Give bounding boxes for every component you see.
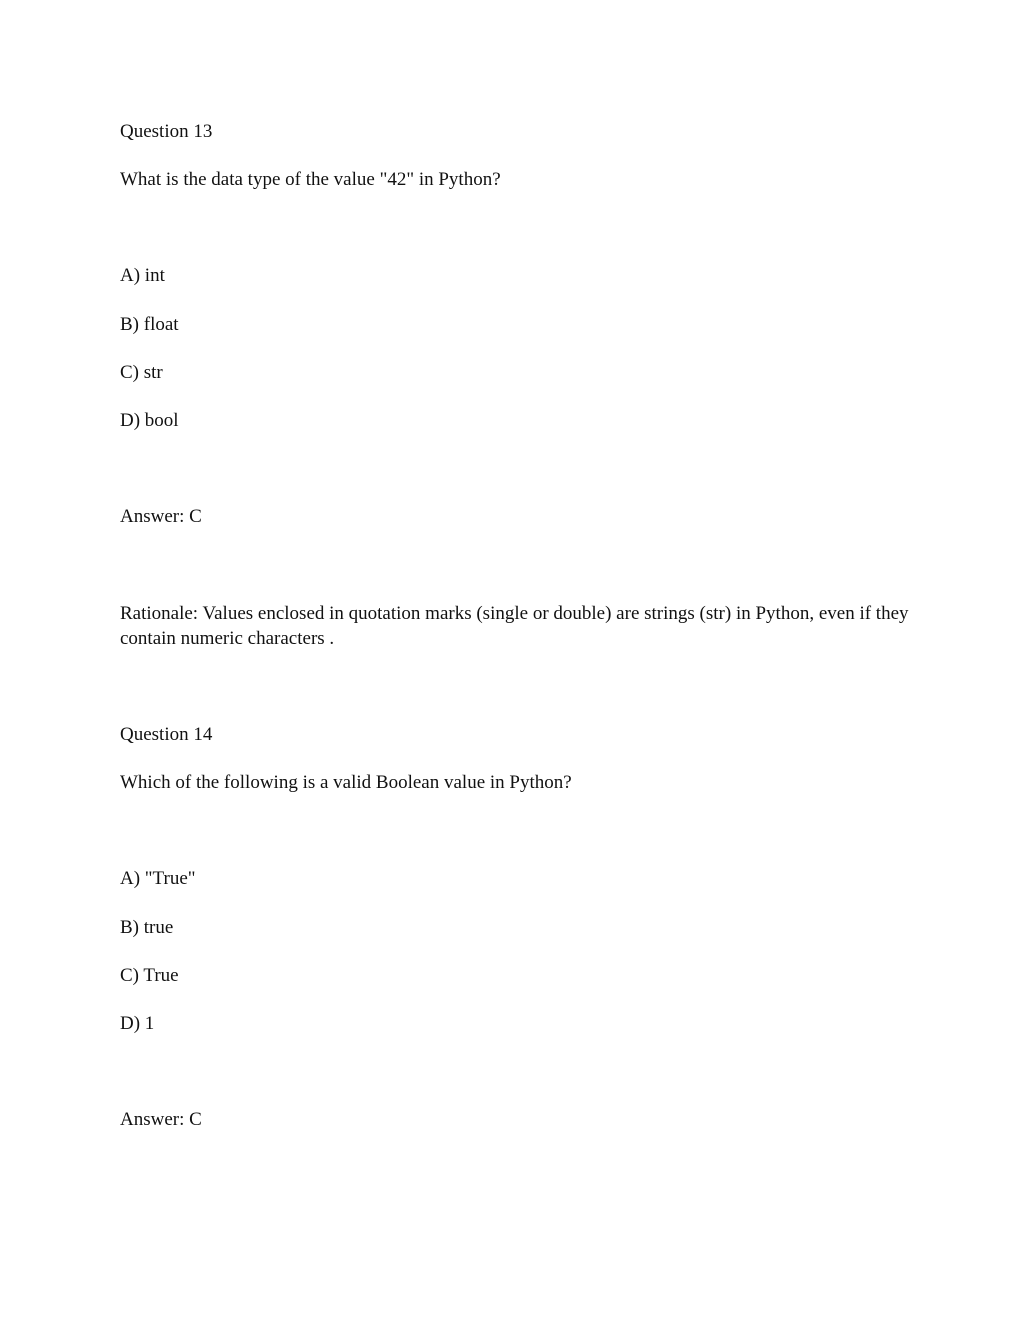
question-heading: Question 14 <box>120 724 213 745</box>
answer-option: B) true <box>120 917 174 938</box>
question-prompt: What is the data type of the value "42" in Python? <box>120 169 501 190</box>
question-heading: Question 13 <box>120 121 213 142</box>
answer-option: B) float <box>120 314 179 335</box>
answer-key: Answer: C <box>120 1109 202 1130</box>
answer-option: A) int <box>120 265 165 286</box>
rationale-text: Rationale: Values enclosed in quotation marks (single or double) are strings (str) in Python, even if they contain numeric characters . <box>120 603 909 649</box>
answer-option: C) str <box>120 362 163 383</box>
answer-option: D) bool <box>120 410 179 431</box>
question-prompt: Which of the following is a valid Boolean value in Python? <box>120 772 572 793</box>
answer-option: C) True <box>120 965 179 986</box>
answer-option: A) "True" <box>120 868 196 889</box>
answer-option: D) 1 <box>120 1013 155 1034</box>
answer-key: Answer: C <box>120 506 202 527</box>
